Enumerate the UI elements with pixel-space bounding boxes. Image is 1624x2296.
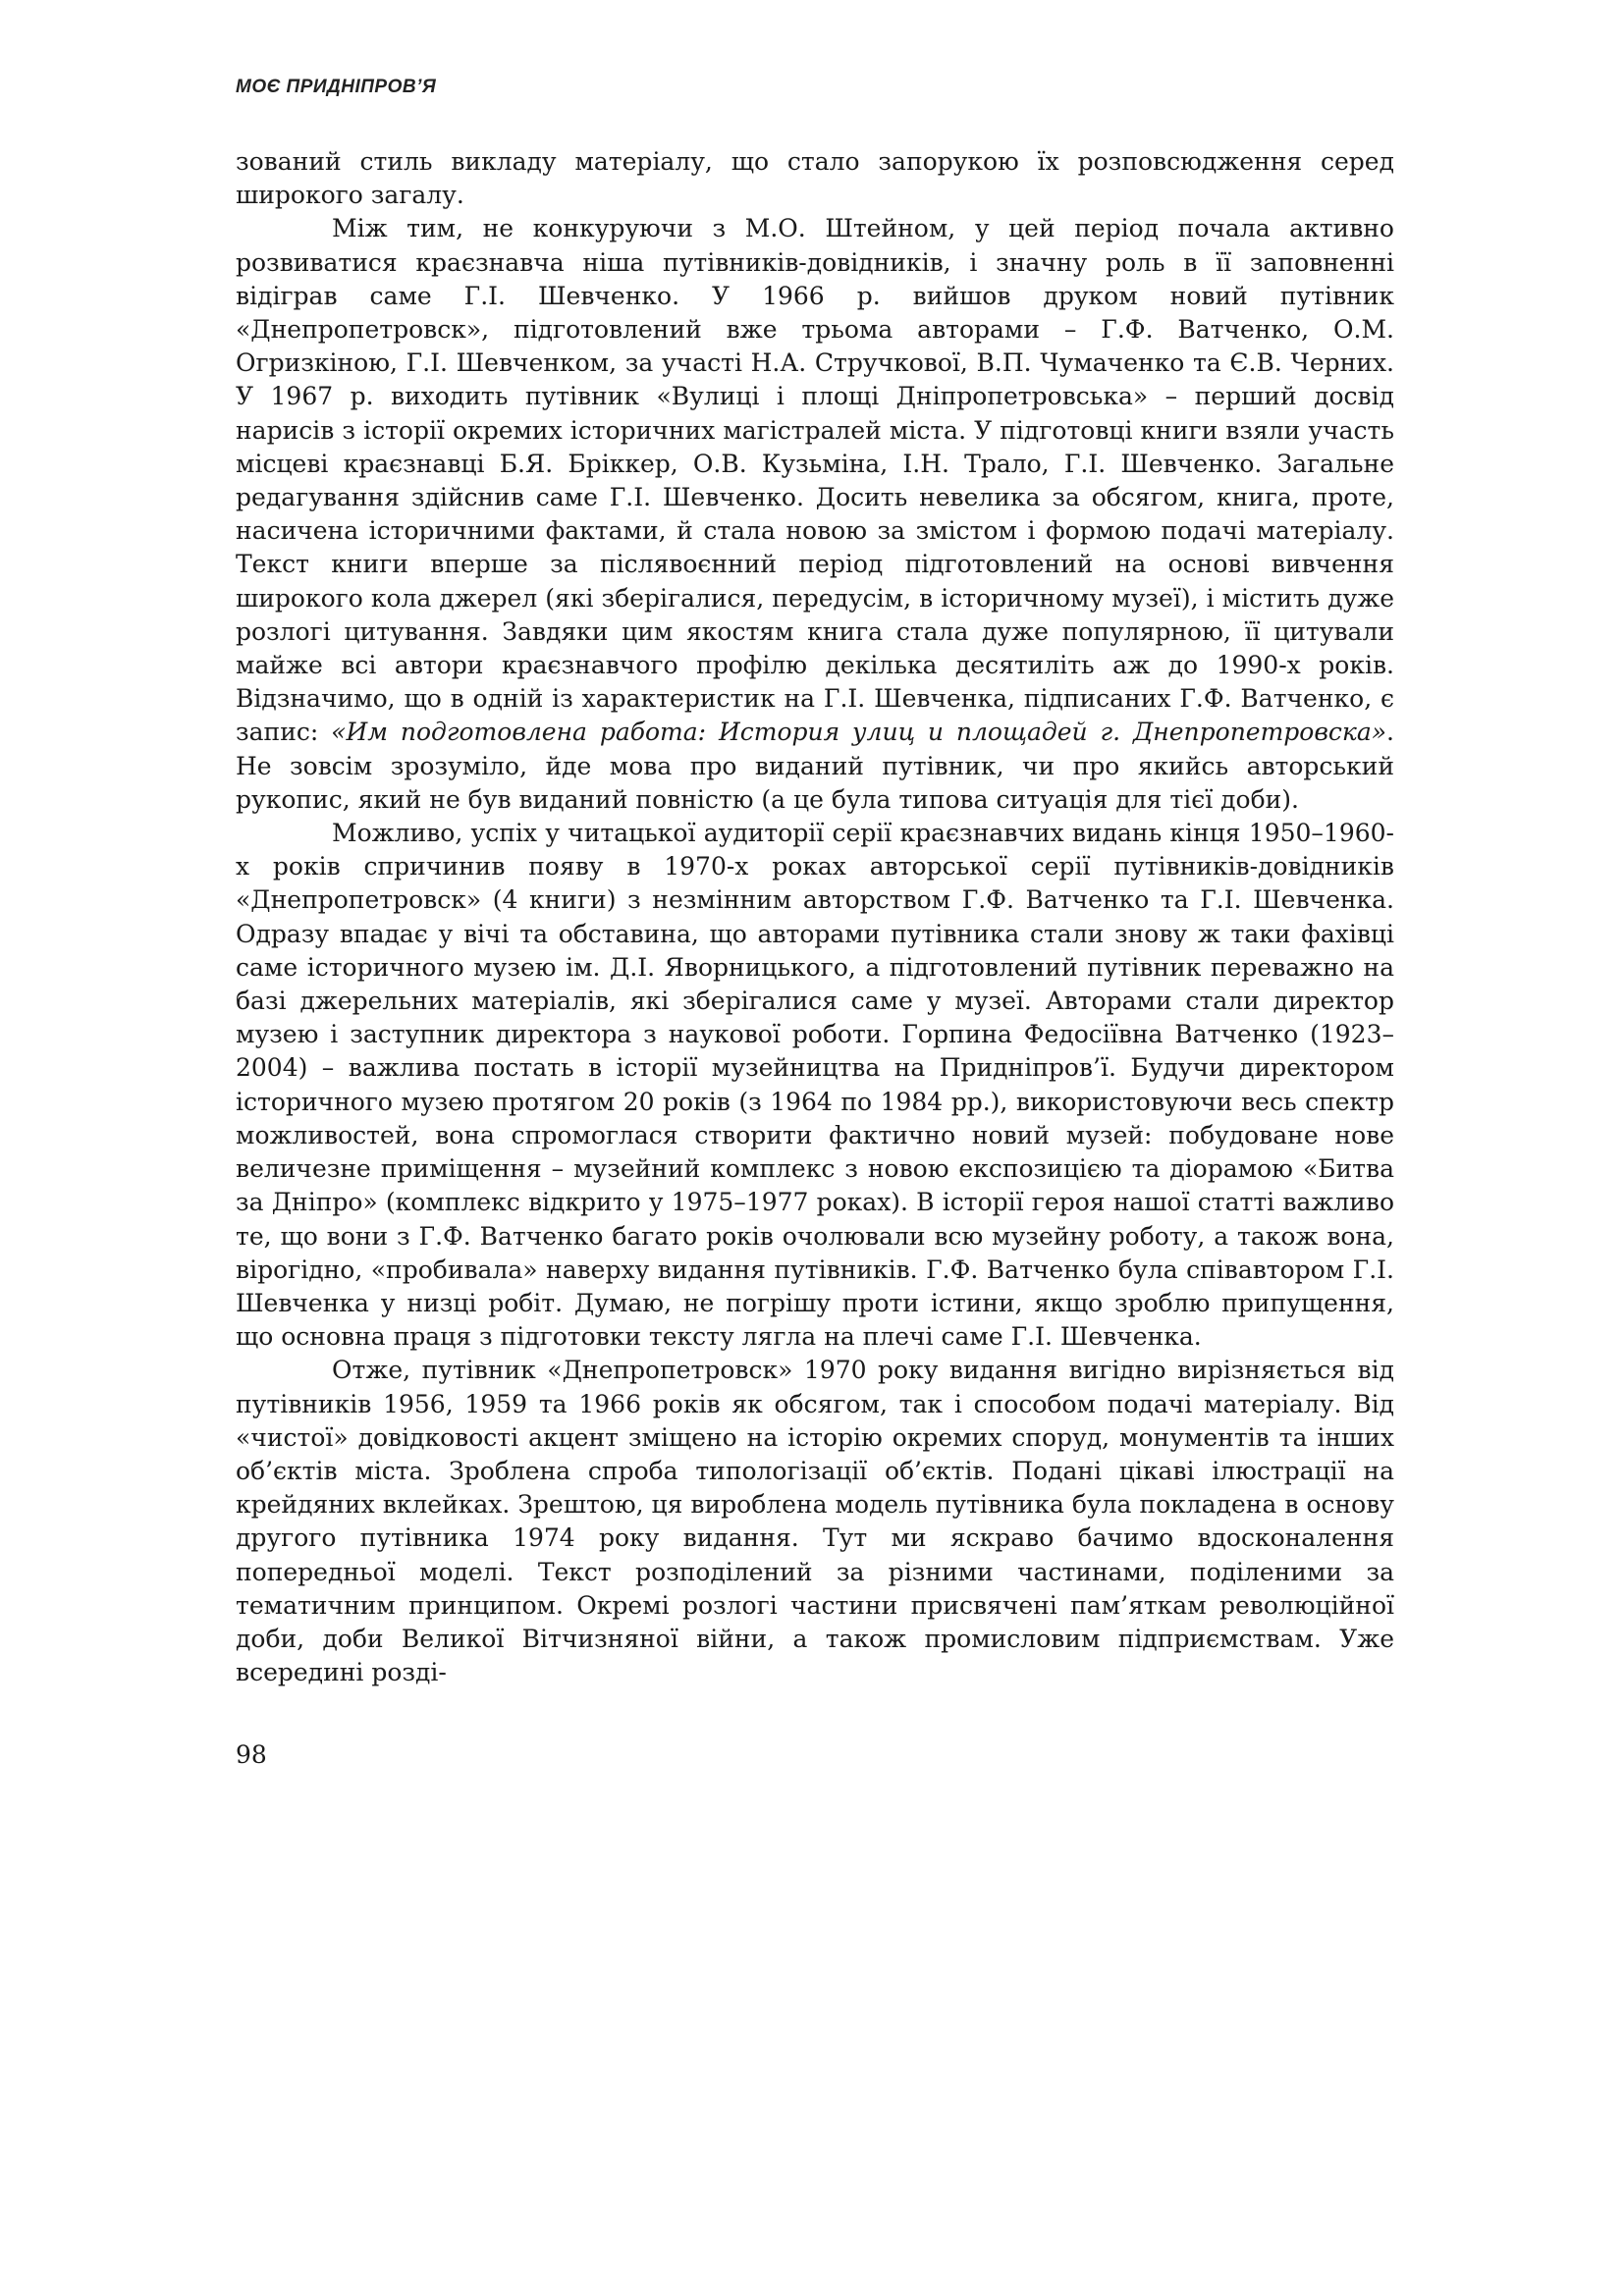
paragraph-4	[236, 1354, 1394, 1689]
paragraph-3-text: Можливо, успіх у читацької аудиторії серії краєзнавчих видань кінця 1950–1960-х років спричинив появу в 1970-х роках авторської серії путівників-довідників «Днепропетровск» (4 книги) з незмінним авторством Г.Ф. Ватченко та Г.І. Шевченка. Одразу впадає у вічі та обставина, що авторами путівника стали знову ж таки фахівці саме історичного музею ім. Д.І. Яворницького, а підготовлений путівник переважно на базі джерельних матеріалів, які зберігалися саме у музеї. Авторами стали директор музею і заступник директора з наукової роботи. Горпина Федосіївна Ватченко (1923–2004) – важлива постать в історії музейництва на Придніпров’ї. Будучи директором історичного музею протягом 20 років (з 1964 по 1984 рр.), використовуючи весь спектр можливостей, вона спромоглася створити фактично новий музей: побудоване нове величезне приміщення – музейний комплекс з новою експозицією та діорамою «Битва за Дніпро» (комплекс відкрито у 1975–1977 роках). В історії героя нашої статті важливо те, що вони з Г.Ф. Ватченко багато років очолювали всю музейну роботу, а також вона, вірогідно, «пробивала» наверху видання путівників. Г.Ф. Ватченко була співавтором Г.І. Шевченка у низці робіт. Думаю, не погрішу проти істини, якщо зроблю припущення, що основна праця з підготовки тексту лягла на плечі саме Г.І. Шевченка.	[236, 819, 1394, 1352]
article-body	[236, 145, 1394, 1689]
paragraph-2	[236, 212, 1394, 817]
paragraph-2-quote: «Им подготовлена работа: История улиц и площадей г. Днепропетровска»	[331, 718, 1387, 747]
paragraph-2-tail: . Не зовсім зрозуміло, йде мова про виданий путівник, чи про якийсь авторський рукопис, який не був виданий повністю (а це була типова ситуація для тієї доби).	[236, 718, 1394, 814]
running-header: МОЄ ПРИДНІПРОВ’Я	[236, 77, 437, 97]
paragraph-2-text: Між тим, не конкуруючи з М.О. Штейном, у цей період почала активно розвиватися краєзнавча ніша путівників-довідників, і значну роль в її заповненні відіграв саме Г.І. Шевченко. У 1966 р. вийшов друком новий путівник «Днепропетровск», підготовлений вже трьома авторами – Г.Ф. Ватченко, О.М. Огризкіною, Г.І. Шевченком, за участі Н.А. Стручкової, В.П. Чумаченко та Є.В. Черних. У 1967 р. виходить путівник «Вулиці і площі Дніпропетровська» – перший досвід нарисів з історії окремих історичних магістралей міста. У підготовці книги взяли участь місцеві краєзнавці Б.Я. Бріккер, О.В. Кузьміна, І.Н. Трало, Г.І. Шевченко. Загальне редагування здійснив саме Г.І. Шевченко. Досить невелика за обсягом, книга, проте, насичена історичними фактами, й стала новою за змістом і формою подачі матеріалу. Текст книги вперше за післявоєнний період підготовлений на основі вивчення широкого кола джерел (які зберігалися, передусім, в історичному музеї), і містить дуже розлогі цитування. Завдяки цим якостям книга стала дуже популярною, її цитували майже всі автори краєзнавчого профілю декілька десятиліть аж до 1990-х років. Відзначимо, що в одній із характеристик на Г.І. Шевченка, підписаних Г.Ф. Ватченко, є запис:	[236, 214, 1394, 747]
page-number: 98	[236, 1740, 267, 1769]
paragraph-4-text: Отже, путівник «Днепропетровск» 1970 року видання вигідно вирізняється від путівників 1956, 1959 та 1966 років як обсягом, так і способом подачі матеріалу. Від «чистої» довідковості акцент зміщено на історію окремих споруд, монументів та інших об’єктів міста. Зроблена спроба типологізації об’єктів. Подані цікаві ілюстрації на крейдяних вклейках. Зрештою, ця вироблена модель путівника була покладена в основу другого путівника 1974 року видання. Тут ми яскраво бачимо вдосконалення попередньої моделі. Текст розподілений за різними частинами, поділеними за тематичним принципом. Окремі розлогі частини присвячені пам’яткам революційної доби, доби Великої Вітчизняної війни, а також промисловим підприємствам. Уже всередині розді-	[236, 1356, 1394, 1687]
paragraph-3	[236, 817, 1394, 1354]
paragraph-1-text: зований стиль викладу матеріалу, що стало запорукою їх розповсюдження серед широкого загалу.	[236, 147, 1394, 210]
paragraph-1	[236, 145, 1394, 212]
